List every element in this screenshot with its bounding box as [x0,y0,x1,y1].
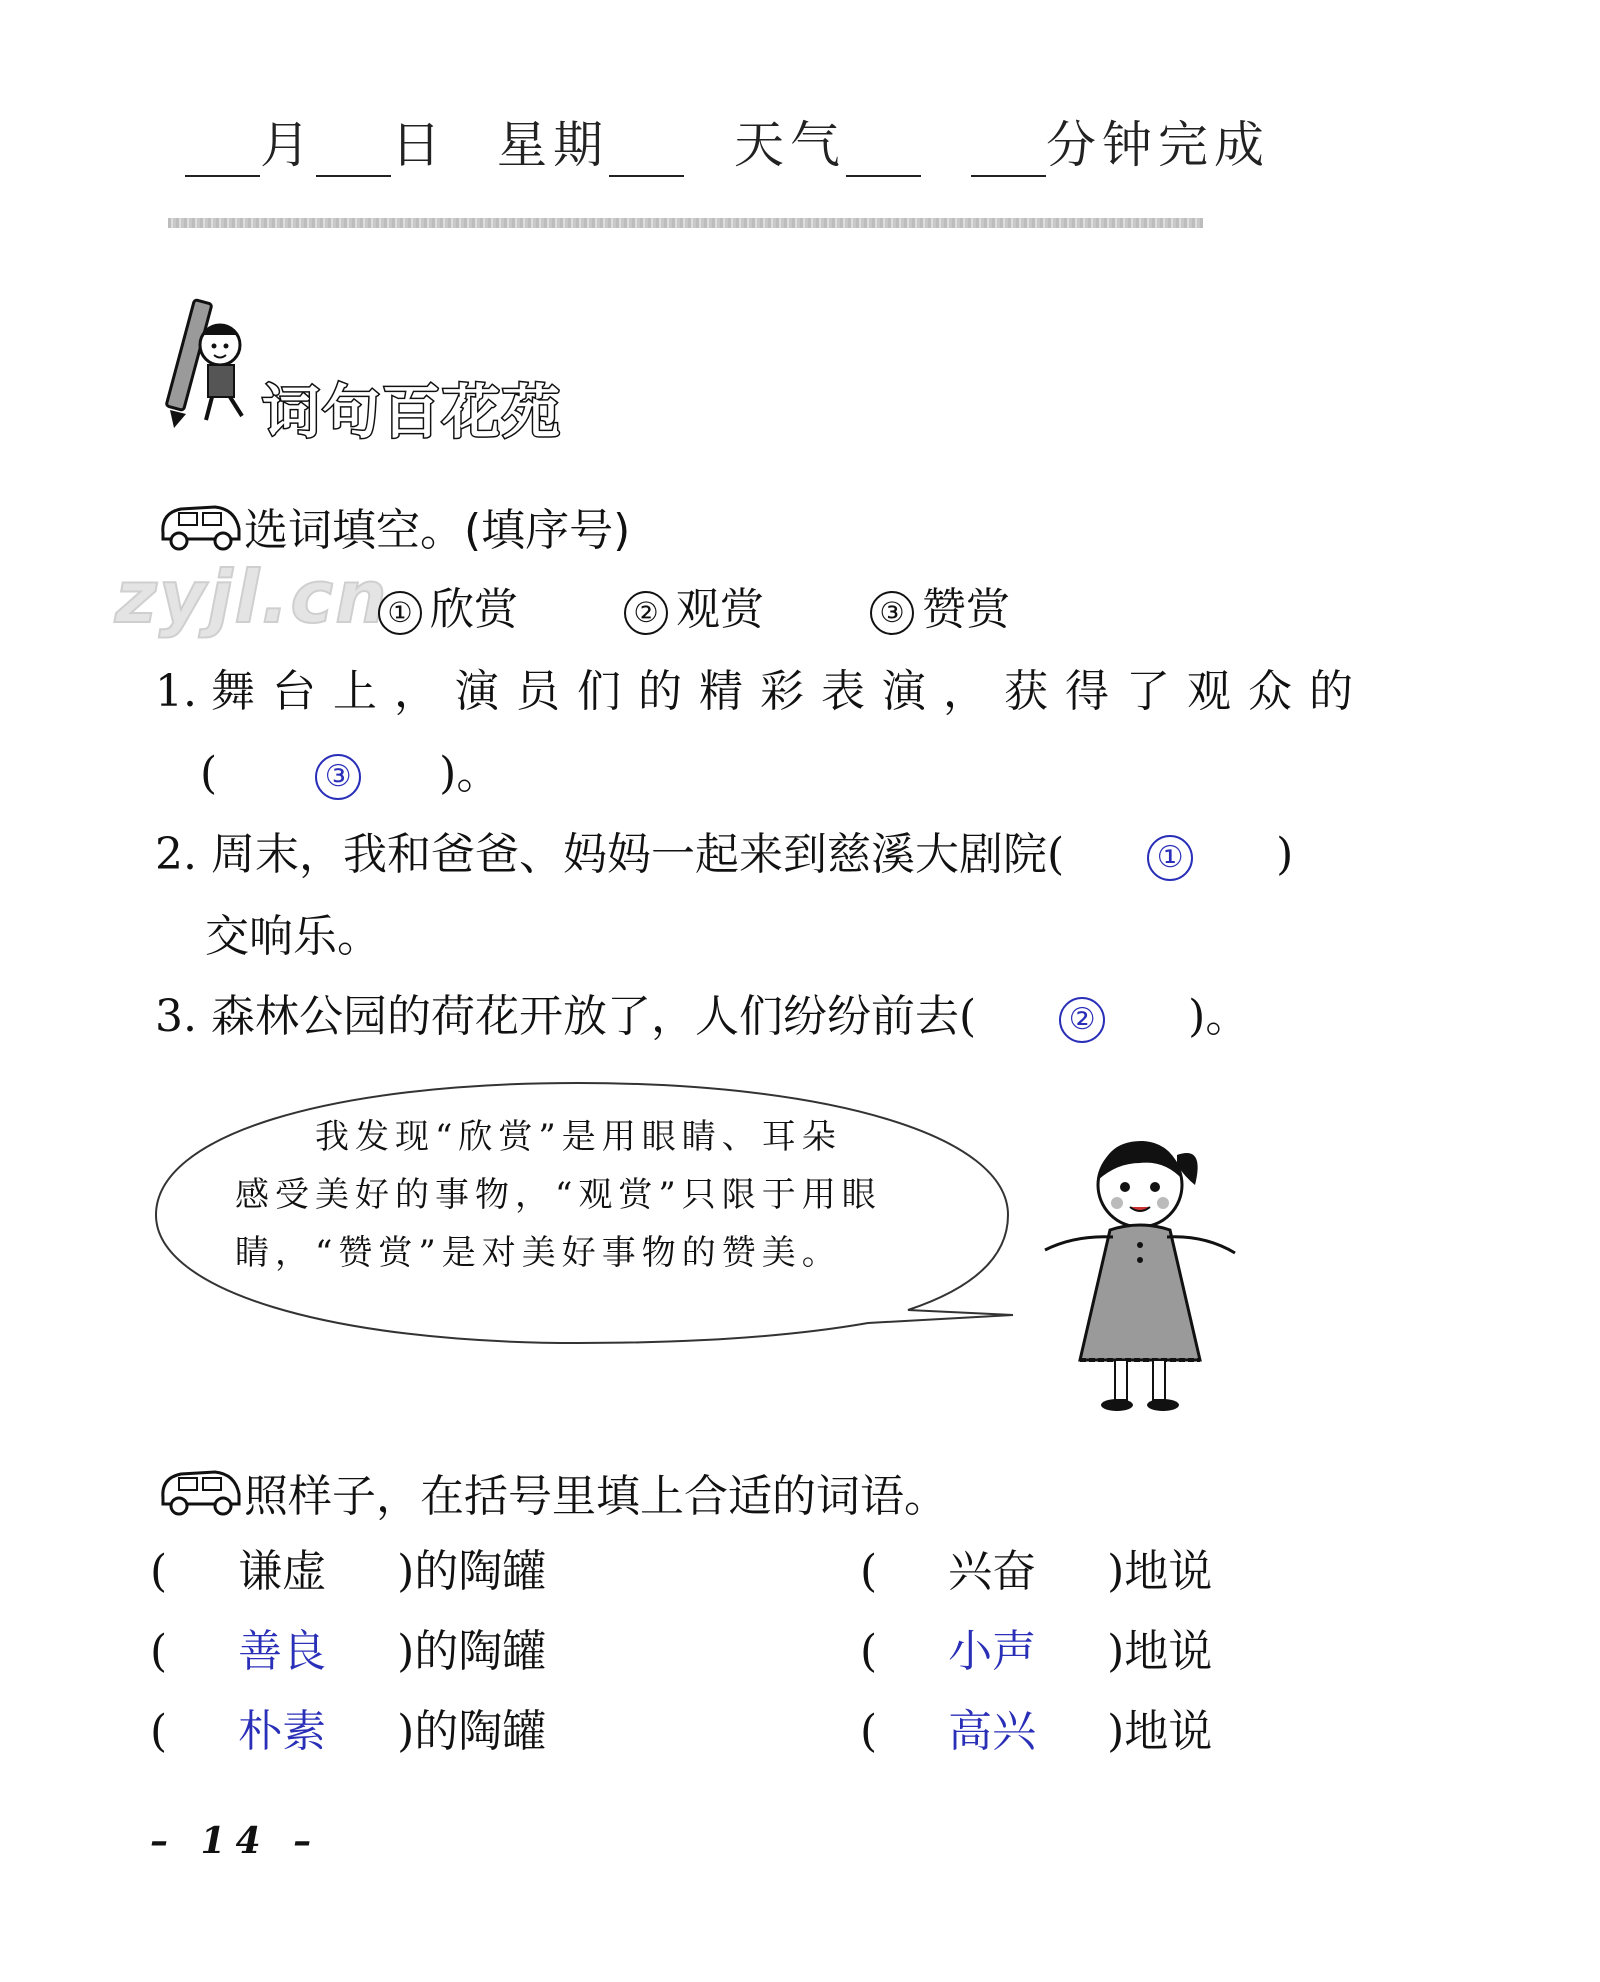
watermark: zyjl.cn [115,555,389,639]
option-1: ① 欣赏 [378,573,518,637]
item-1-text: 舞台上，演员们的精彩表演，获得了观众的 [210,666,1370,717]
right-pair-2: ( 小声 )地说 [860,1615,1212,1679]
weekday-label: 星期 [497,116,609,174]
item-2-text: 周末，我和爸爸、妈妈一起来到慈溪大剧院( [210,829,1065,880]
car-icon [155,495,245,555]
weekday-blank [609,123,684,177]
minutes-blank [971,123,1046,177]
speech-line-2: 感受美好的事物，“观赏”只限于用眼 [235,1175,882,1215]
header-divider [168,218,1203,228]
item-2-number: 2. [155,829,197,880]
speech-line-3: 睛，“赞赏”是对美好事物的赞美。 [235,1233,842,1273]
right-word-3: 高兴 [948,1706,1037,1757]
day-blank [316,123,391,177]
section-title: 词句百花苑 [262,378,563,446]
car-icon-2 [155,1460,245,1520]
right-pair-3: ( 高兴 )地说 [860,1695,1212,1759]
right-pair-1: ( 兴奋 )地说 [860,1535,1212,1599]
item-1-blank: ( ③ )。 [200,748,501,799]
item-1-number: 1. [155,666,197,717]
date-weather-header [185,105,1270,185]
minutes-label: 分钟完成 [1046,116,1270,174]
left-word-3: 朴素 [238,1706,327,1757]
item-3-text: 森林公园的荷花开放了，人们纷纷前去( [210,991,977,1042]
left-pair-2: ( 善良 )的陶罐 [150,1615,546,1679]
speech-line-1: 我发现“欣赏”是用眼睛、耳朵 [315,1117,842,1157]
weather-blank [846,123,921,177]
month-label: 月 [260,116,316,174]
pencil-boy-icon [150,290,260,430]
left-pair-3: ( 朴素 )的陶罐 [150,1695,546,1759]
item-2-answer: ① [1147,835,1193,881]
girl-illustration-icon [1025,1125,1255,1415]
page-number: – 14 – [150,1820,322,1862]
item-3-number: 3. [155,991,197,1042]
day-label: 日 [391,116,447,174]
item-1-answer: ③ [315,754,361,800]
question2-instruction: 照样子，在括号里填上合适的词语。 [244,1471,948,1522]
option-2: ② 观赏 [624,573,764,637]
item-2: 2. 周末，我和爸爸、妈妈一起来到慈溪大剧院( ① ) [155,829,1294,880]
option-3: ③ 赞赏 [870,573,1010,637]
weather-label: 天气 [734,116,846,174]
month-blank [185,123,260,177]
word-options [378,573,1102,637]
right-word-2: 小声 [948,1626,1037,1677]
item-3: 3. 森林公园的荷花开放了，人们纷纷前去( ② )。 [155,991,1250,1042]
left-pair-1: ( 谦虚 )的陶罐 [150,1535,546,1599]
speech-text [235,1108,882,1282]
question1-instruction: 选词填空。(填序号) [244,505,631,556]
item-2-tail: 交响乐。 [205,911,381,962]
left-word-2: 善良 [238,1626,327,1677]
left-word-1: 谦虚 [238,1546,327,1597]
item-3-answer: ② [1059,997,1105,1043]
item-1 [155,655,1370,719]
right-word-1: 兴奋 [948,1546,1037,1597]
